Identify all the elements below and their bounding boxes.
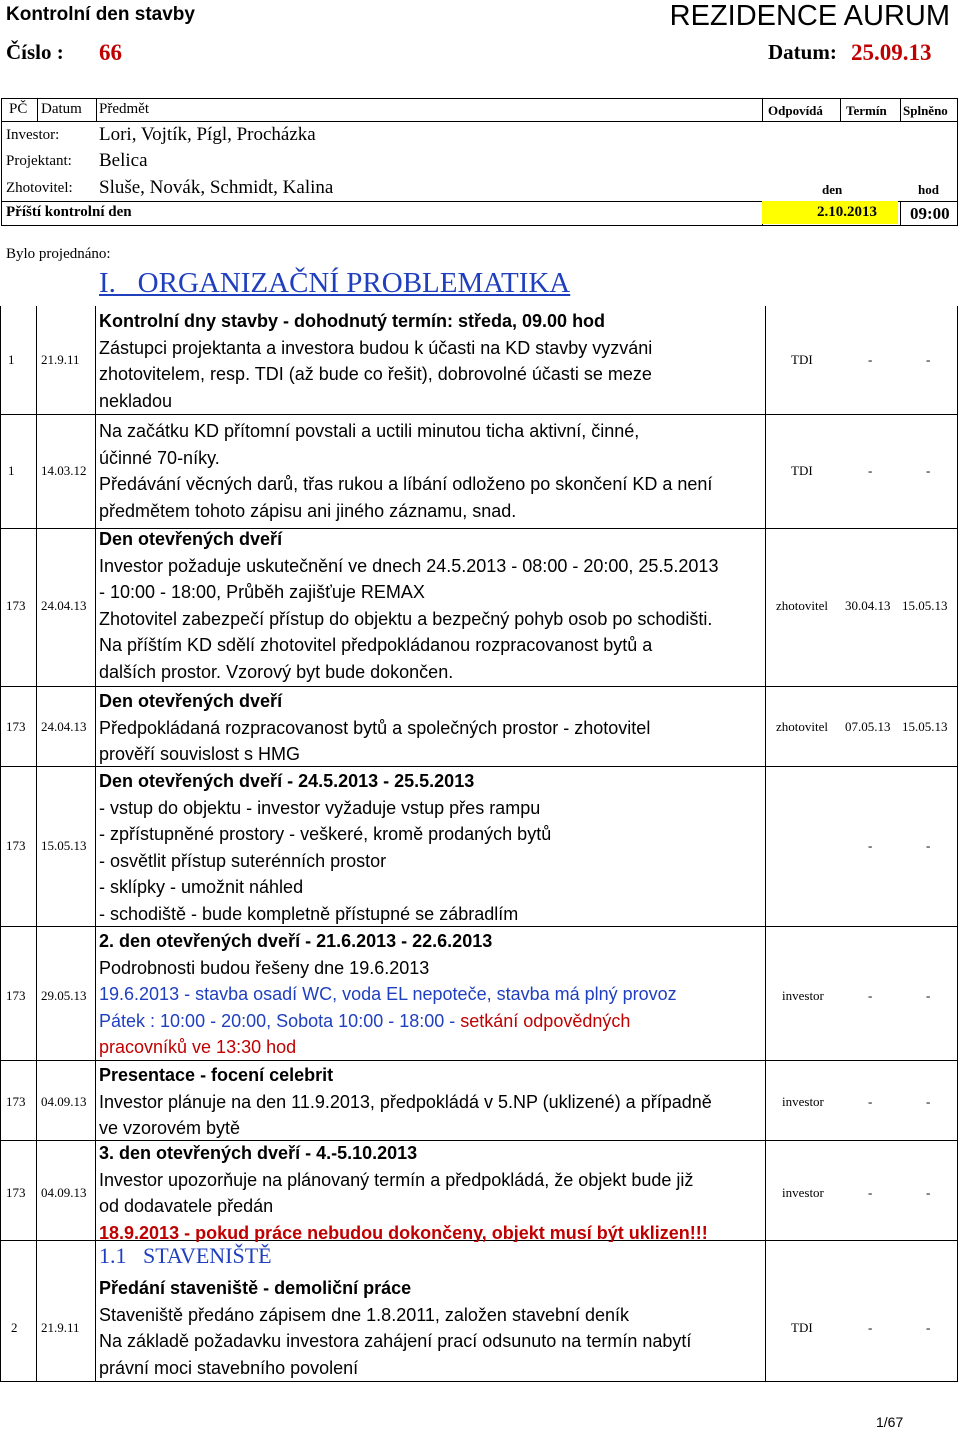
- item-line: Investor plánuje na den 11.9.2013, předpokládá v 5.NP (uklizené) a případně: [99, 1091, 712, 1112]
- item-done: -: [926, 1320, 931, 1335]
- col-termin-header: Termín: [846, 103, 887, 118]
- item-pc: 1: [8, 352, 15, 367]
- section-title: I. ORGANIZAČNÍ PROBLEMATIKA: [99, 267, 571, 299]
- item-responsible: TDI: [791, 463, 813, 478]
- item-line: - osvětlit přístup suterénních prostor: [99, 850, 387, 871]
- item-line: - vstup do objektu - investor vyžaduje vstup přes rampu: [99, 797, 541, 818]
- item-responsible: TDI: [791, 1320, 813, 1335]
- item-pc: 2: [11, 1320, 18, 1335]
- project-name: REZIDENCE AURUM: [669, 0, 950, 32]
- next-day-label: Příští kontrolní den: [6, 204, 132, 220]
- item-line: právní moci stavebního povolení: [99, 1357, 359, 1378]
- item-responsible: investor: [782, 1185, 824, 1200]
- item-pc: 173: [6, 988, 26, 1003]
- item-subject: [99, 928, 761, 1061]
- item-line: 2. den otevřených dveří - 21.6.2013 - 22.6.2013: [99, 931, 493, 951]
- item-line: Na začátku KD přítomní povstali a uctili minutou ticha aktivní, činné,: [99, 421, 640, 441]
- item-date: 04.09.13: [41, 1094, 87, 1109]
- item-done: -: [926, 838, 931, 853]
- item-line: předmětem tohoto zápisu ani jiného záznamu, snad.: [99, 500, 517, 521]
- item-done: -: [926, 1094, 931, 1109]
- item-line: Pátek : 10:00 - 20:00, Sobota 10:00 - 18:00 -: [99, 1010, 461, 1031]
- item-line: 19.6.2013 - stavba osadí WC, voda EL nepoteče, stavba má plný provoz: [99, 984, 677, 1004]
- item-subject: [99, 418, 761, 524]
- col-odpovida-header: Odpovídá: [768, 103, 823, 118]
- item-line: zhotovitelem, resp. TDI (až bude co řešit), dobrovolné účasti se meze: [99, 364, 652, 384]
- document-title: Kontrolní den stavby: [6, 4, 195, 25]
- item-date: 21.9.11: [41, 352, 80, 367]
- item-line: - sklípky - umožnit náhled: [99, 877, 304, 897]
- item-line: Na příštím KD sdělí zhotovitel předpokládanou rozpracovanost bytů a: [99, 635, 653, 655]
- item-date: 15.05.13: [41, 838, 87, 853]
- participant-role: Zhotovitel:: [6, 180, 73, 196]
- item-line: Zhotovitel zabezpečí přístup do objektu a bezpečný pohyb osob po schodišti.: [99, 608, 713, 629]
- col-splneno-header: Splněno: [903, 103, 948, 118]
- item-deadline: -: [868, 1094, 873, 1109]
- item-line: ve vzorovém bytě: [99, 1118, 241, 1138]
- participant-names: Lori, Vojtík, Pígl, Procházka: [99, 124, 316, 145]
- item-done: 15.05.13: [902, 719, 948, 734]
- item-deadline: -: [868, 988, 873, 1003]
- item-done: -: [926, 463, 931, 478]
- item-line: Presentace - focení celebrit: [99, 1065, 334, 1085]
- item-pc: 173: [6, 1094, 26, 1109]
- number-label: Číslo :: [6, 40, 64, 64]
- item-line: Zástupci projektanta a investora budou k účasti na KD stavby vyzváni: [99, 337, 653, 358]
- item-done: -: [926, 988, 931, 1003]
- item-pc: 173: [6, 598, 26, 613]
- discussed-label: Bylo projednáno:: [6, 246, 111, 262]
- item-responsible: zhotovitel: [776, 598, 828, 613]
- item-line: účinné 70-níky.: [99, 447, 220, 468]
- item-line: Předpokládaná rozpracovanost bytů a společných prostor - zhotovitel: [99, 717, 651, 738]
- participant-names: Sluše, Novák, Schmidt, Kalina: [99, 177, 334, 198]
- date-label: Datum:: [768, 40, 837, 64]
- col-datum-header: Datum: [41, 101, 82, 117]
- item-pc: 173: [6, 838, 26, 853]
- col-predmet-header: Předmět: [99, 101, 149, 117]
- item-line: Investor upozorňuje na plánovaný termín a předpokládá, že objekt bude již: [99, 1169, 694, 1190]
- item-deadline: 07.05.13: [845, 719, 891, 734]
- item-date: 29.05.13: [41, 988, 87, 1003]
- item-line: Předání staveniště - demoliční práce: [99, 1278, 412, 1298]
- item-responsible: zhotovitel: [776, 719, 828, 734]
- item-date: 14.03.12: [41, 463, 87, 478]
- item-line: Kontrolní dny stavby - dohodnutý termín: středa, 09.00 hod: [99, 311, 606, 331]
- item-line-tail: setkání odpovědných: [460, 1010, 631, 1031]
- item-line: od dodavatele předán: [99, 1196, 274, 1216]
- item-deadline: 30.04.13: [845, 598, 891, 613]
- item-line: Předávání věcných darů, třas rukou a líbání odloženo po skončení KD a není: [99, 474, 713, 494]
- item-done: -: [926, 1185, 931, 1200]
- item-subject: [99, 308, 761, 414]
- item-subject: [99, 1062, 761, 1142]
- item-date: 24.04.13: [41, 598, 87, 613]
- participant-role: Investor:: [6, 127, 60, 143]
- item-deadline: -: [868, 463, 873, 478]
- item-line: Den otevřených dveří: [99, 691, 283, 711]
- item-subject: [99, 1140, 761, 1242]
- item-line: Den otevřených dveří - 24.5.2013 - 25.5.2013: [99, 771, 475, 791]
- next-day-date: 2.10.2013: [817, 204, 877, 220]
- item-line: Staveniště předáno zápisem dne 1.8.2011, založen stavební deník: [99, 1304, 630, 1325]
- item-line: nekladou: [99, 390, 173, 411]
- participant-names: Belica: [99, 150, 148, 171]
- item-subject: [99, 688, 761, 768]
- item-line: - schodiště - bude kompletně přístupné se zábradlím: [99, 903, 519, 924]
- participant-role: Projektant:: [6, 153, 72, 169]
- item-line: Podrobnosti budou řešeny dne 19.6.2013: [99, 957, 430, 978]
- item-date: 04.09.13: [41, 1185, 87, 1200]
- item-date: 24.04.13: [41, 719, 87, 734]
- item-line: 18.9.2013 - pokud práce nebudou dokončeny, objekt musí být uklizen!!!: [99, 1222, 708, 1242]
- item-line: Den otevřených dveří: [99, 529, 283, 549]
- item-line: prověří souvislost s HMG: [99, 744, 301, 764]
- item-line: 3. den otevřených dveří - 4.-5.10.2013: [99, 1143, 418, 1163]
- next-day-hod-label: hod: [918, 182, 939, 197]
- item-deadline: -: [868, 1185, 873, 1200]
- item-line: dalších prostor. Vzorový byt bude dokončen.: [99, 661, 454, 682]
- page-number: 1/67: [876, 1414, 904, 1430]
- item-done: -: [926, 352, 931, 367]
- item-pc: 1: [8, 463, 15, 478]
- item-date: 21.9.11: [41, 1320, 80, 1335]
- next-day-den-label: den: [822, 182, 843, 197]
- item-responsible: TDI: [791, 352, 813, 367]
- item-pc: 173: [6, 1185, 26, 1200]
- item-subject: [99, 1275, 761, 1381]
- item-deadline: -: [868, 352, 873, 367]
- item-line: Na základě požadavku investora zahájení prací odsunuto na termín nabytí: [99, 1331, 692, 1351]
- item-line: - 10:00 - 18:00, Průběh zajišťuje REMAX: [99, 582, 425, 602]
- item-deadline: -: [868, 838, 873, 853]
- item-line: Investor požaduje uskutečnění ve dnech 24.5.2013 - 08:00 - 20:00, 25.5.2013: [99, 555, 719, 576]
- next-day-time: 09:00: [910, 204, 950, 223]
- item-subject: [99, 526, 761, 685]
- item-responsible: investor: [782, 1094, 824, 1109]
- item-subject: [99, 768, 761, 927]
- item-line: - zpřístupněné prostory - veškeré, kromě prodaných bytů: [99, 824, 552, 844]
- item-deadline: -: [868, 1320, 873, 1335]
- item-pc: 173: [6, 719, 26, 734]
- number-value: 66: [99, 40, 122, 65]
- col-pc-header: PČ: [9, 101, 28, 117]
- item-responsible: investor: [782, 988, 824, 1003]
- subsection-title: 1.1 STAVENIŠTĚ: [99, 1243, 272, 1268]
- item-line: pracovníků ve 13:30 hod: [99, 1037, 297, 1057]
- date-value: 25.09.13: [851, 40, 932, 65]
- item-done: 15.05.13: [902, 598, 948, 613]
